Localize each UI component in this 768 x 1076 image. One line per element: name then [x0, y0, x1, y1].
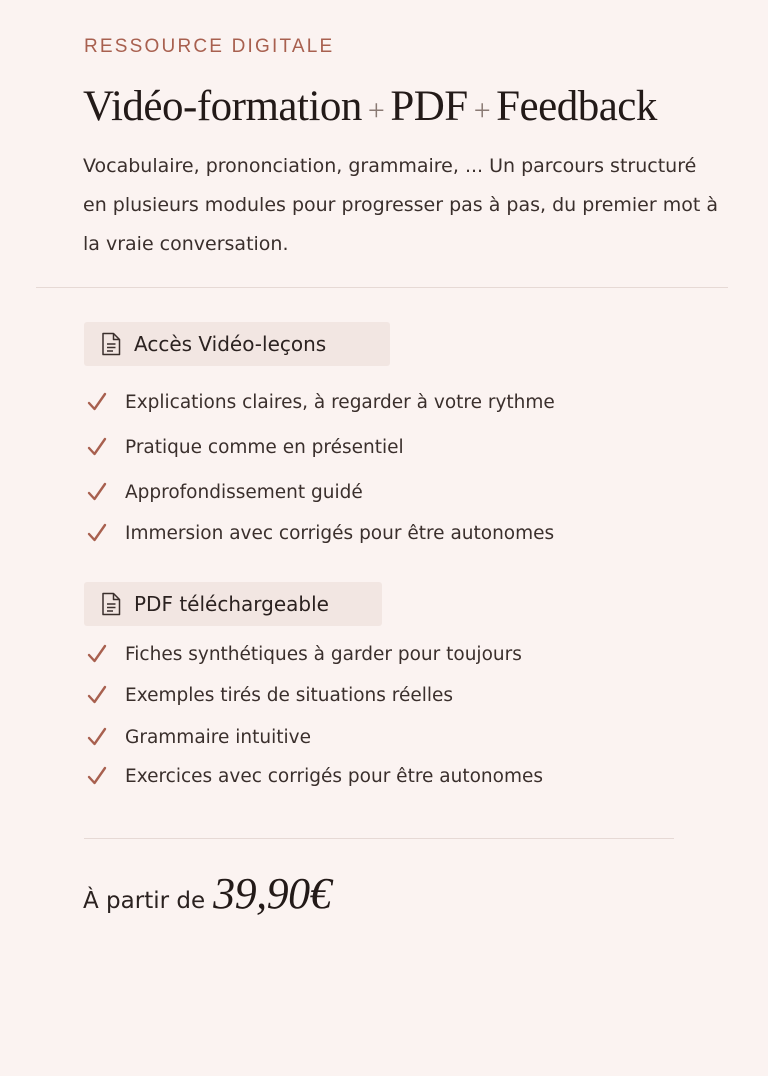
- section-title-video-lessons: Accès Vidéo-leçons: [134, 332, 327, 356]
- list-item: [86, 726, 311, 748]
- list-item-label: Explications claires, à regarder à votre rythme: [125, 391, 555, 413]
- section-chip-pdf-download: [84, 582, 382, 626]
- price-value: 39,90€: [213, 869, 332, 918]
- title-plus-2: +: [473, 94, 491, 127]
- title-plus-1: +: [367, 94, 385, 127]
- list-item: [86, 481, 363, 503]
- list-item: [86, 684, 453, 706]
- check-icon: [86, 726, 108, 748]
- check-icon: [86, 684, 108, 706]
- list-item: [86, 391, 555, 413]
- list-item-label: Fiches synthétiques à garder pour toujours: [125, 643, 522, 665]
- divider-top: [36, 287, 728, 288]
- document-icon: [100, 592, 122, 616]
- check-icon: [86, 765, 108, 787]
- intro-text: Vocabulaire, prononciation, grammaire, ... Un parcours structuré en plusieurs modules pour progresser pas à pas, du premier mot à la vraie conversation.: [83, 155, 718, 255]
- price-line: [83, 868, 331, 919]
- section-title-pdf-download: PDF téléchargeable: [134, 592, 329, 616]
- check-icon: [86, 522, 108, 544]
- list-item-label: Immersion avec corrigés pour être autonomes: [125, 522, 555, 544]
- title-part-pdf: PDF: [390, 83, 468, 130]
- eyebrow-label: RESSOURCE DIGITALE: [84, 36, 335, 57]
- section-chip-video-lessons: [84, 322, 390, 366]
- check-icon: [86, 643, 108, 665]
- list-item-label: Pratique comme en présentiel: [125, 436, 404, 458]
- list-item-label: Grammaire intuitive: [125, 726, 311, 748]
- list-item-label: Approfondissement guidé: [125, 481, 363, 503]
- title-part-video: Vidéo-formation: [83, 83, 362, 130]
- divider-bottom: [84, 838, 674, 839]
- check-icon: [86, 391, 108, 413]
- check-icon: [86, 481, 108, 503]
- list-item: [86, 643, 522, 665]
- check-icon: [86, 436, 108, 458]
- list-item-label: Exercices avec corrigés pour être autonomes: [125, 765, 544, 787]
- list-item: [86, 436, 404, 458]
- page-title: [83, 82, 657, 131]
- list-item: [86, 522, 554, 544]
- list-item-label: Exemples tirés de situations réelles: [125, 684, 454, 706]
- document-icon: [100, 332, 122, 356]
- price-prefix: À partir de: [83, 888, 206, 914]
- list-item: [86, 765, 543, 787]
- title-part-feedback: Feedback: [496, 83, 657, 130]
